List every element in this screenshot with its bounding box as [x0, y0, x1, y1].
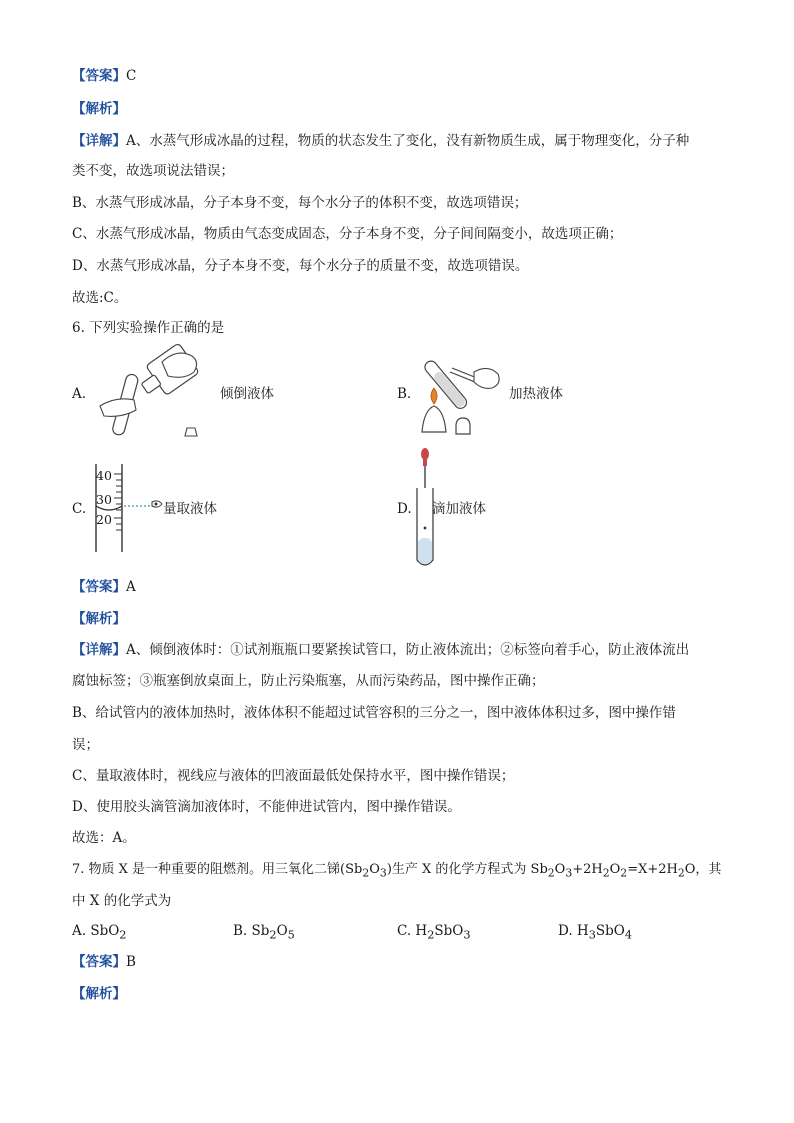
option-a-letter: A. — [72, 386, 87, 402]
stem-part: O — [609, 862, 621, 877]
detail-tag: 【详解】 — [72, 133, 126, 149]
subscript: 2 — [427, 928, 435, 942]
stem-part: O — [554, 862, 566, 877]
answer-value: B — [126, 954, 136, 970]
analysis-tag: 【解析】 — [72, 611, 126, 627]
pouring-liquid-figure — [92, 342, 212, 442]
q7-option-c — [397, 921, 471, 946]
detail-text: A、倾倒液体时：①试剂瓶瓶口要紧挨试管口，防止液体流出；②标签向着手心，防止液体流出 — [126, 642, 690, 658]
option-a-caption: 倾倒液体 — [220, 386, 274, 402]
subscript: 2 — [119, 928, 127, 942]
subscript: 2 — [677, 866, 685, 880]
stem-part: O，其 — [684, 862, 722, 877]
q7-option-b — [233, 921, 295, 946]
q5-conclusion: 故选:C。 — [72, 290, 128, 306]
option-text: B. Sb — [233, 923, 270, 939]
stem-part: =X+2H — [627, 862, 678, 877]
q7-option-d — [558, 921, 632, 946]
stem-part: O — [369, 862, 380, 877]
stem-part: 7. 物质 X 是一种重要的阻燃剂。用三氧化二锑(Sb — [72, 862, 363, 877]
answer-value: A — [126, 579, 136, 595]
q6-detail-line1 — [72, 640, 689, 660]
subscript: 5 — [287, 928, 295, 942]
mark-20: 20 — [96, 512, 112, 527]
option-text: D. H — [558, 923, 589, 939]
option-c-letter: C. — [72, 501, 87, 517]
q6-answer-line — [72, 577, 136, 597]
subscript: 3 — [565, 866, 573, 880]
heating-liquid-figure — [412, 346, 512, 438]
answer-value: C — [126, 68, 137, 84]
subscript: 2 — [269, 928, 277, 942]
q6-detail-line2: 腐蚀标签；③瓶塞倒放桌面上，防止污染瓶塞，从而污染药品，图中操作正确； — [72, 673, 545, 689]
q5-line-c: C、水蒸气形成冰晶，物质由气态变成固态，分子本身不变，分子间间隔变小，故选项正确； — [72, 226, 623, 242]
analysis-tag: 【解析】 — [72, 101, 126, 117]
answer-tag: 【答案】 — [72, 68, 126, 84]
option-b-caption: 加热液体 — [509, 386, 563, 402]
stem-part: +2H — [572, 862, 603, 877]
detail-tag: 【详解】 — [72, 642, 126, 658]
q6-conclusion: 故选：A。 — [72, 830, 136, 846]
q6-line-d: D、使用胶头滴管滴加液体时，不能伸进试管内，图中操作错误。 — [72, 799, 461, 815]
q5-line-d: D、水蒸气形成冰晶，分子本身不变，每个水分子的质量不变，故选项错误。 — [72, 258, 529, 274]
subscript: 2 — [547, 866, 555, 880]
option-text: A. SbO — [72, 923, 120, 939]
q6-line-b1: B、给试管内的液体加热时，液体体积不能超过试管容积的三分之一，图中液体体积过多，图中操作错 — [72, 705, 676, 721]
option-text: O — [276, 923, 288, 939]
option-d-letter: D. — [397, 501, 412, 517]
q7-option-a — [72, 921, 126, 946]
answer-tag: 【答案】 — [72, 579, 126, 595]
q5-detail-line1 — [72, 131, 689, 151]
subscript: 2 — [620, 866, 628, 880]
subscript: 3 — [463, 928, 471, 942]
q7-stem-line1 — [72, 860, 721, 884]
q6-line-c: C、量取液体时，视线应与液体的凹液面最低处保持水平，图中操作错误； — [72, 768, 515, 784]
q7-analysis-line — [72, 984, 126, 1004]
detail-text: A、水蒸气形成冰晶的过程，物质的状态发生了变化，没有新物质生成，属于物理变化，分子种 — [126, 133, 690, 149]
q5-analysis-line — [72, 99, 126, 119]
q7-stem-line2: 中 X 的化学式为 — [72, 893, 172, 909]
q5-answer-line — [72, 66, 136, 86]
subscript: 3 — [588, 928, 596, 942]
option-d-caption: 滴加液体 — [432, 501, 486, 517]
q6-line-b2: 误； — [72, 737, 99, 753]
q5-line-b: B、水蒸气形成冰晶，分子本身不变，每个水分子的体积不变，故选项错误； — [72, 195, 528, 211]
mark-40: 40 — [96, 468, 112, 483]
subscript: 2 — [362, 866, 370, 880]
subscript: 3 — [379, 866, 387, 880]
mark-30: 30 — [96, 492, 112, 507]
stem-part: )生产 X 的化学方程式为 Sb — [386, 862, 548, 877]
option-text: SbO — [434, 923, 464, 939]
option-c-caption: 量取液体 — [163, 501, 217, 517]
option-b-letter: B. — [397, 386, 412, 402]
subscript: 2 — [602, 866, 610, 880]
q5-detail-line2: 类不变，故选项说法错误； — [72, 163, 234, 179]
analysis-tag: 【解析】 — [72, 986, 126, 1002]
q6-analysis-line — [72, 609, 126, 629]
option-text: C. H — [397, 923, 428, 939]
subscript: 4 — [624, 928, 633, 942]
q7-answer-line — [72, 952, 136, 972]
option-text: SbO — [595, 923, 625, 939]
answer-tag: 【答案】 — [72, 954, 126, 970]
q6-stem: 6. 下列实验操作正确的是 — [72, 320, 225, 336]
